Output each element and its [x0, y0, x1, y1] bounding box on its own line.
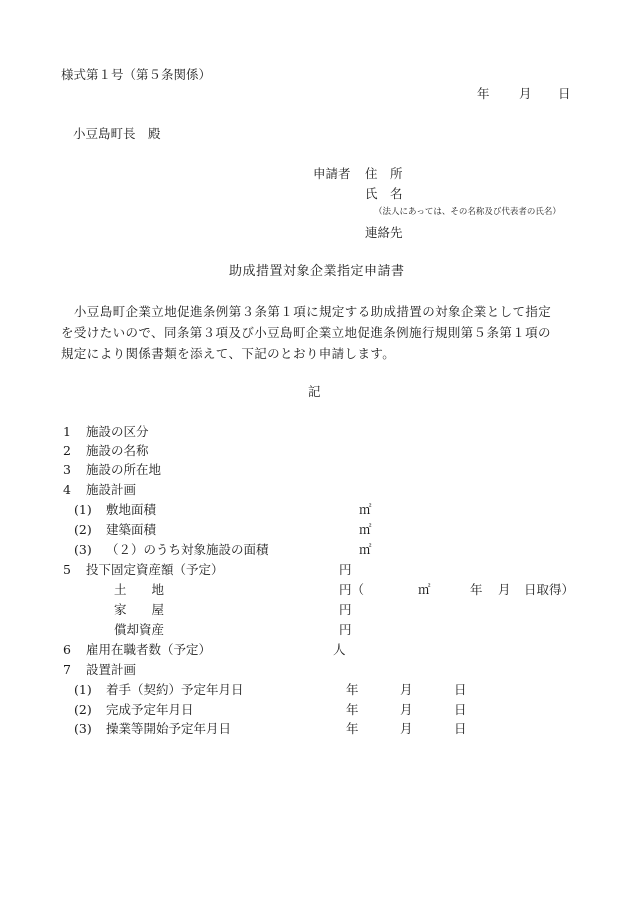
- plan-item-number: (1): [74, 502, 92, 517]
- addressee: 小豆島町長 殿: [73, 126, 161, 141]
- item-number: 6: [63, 642, 71, 657]
- plan-item-unit: ㎡: [359, 522, 372, 537]
- item-label: 施設の所在地: [86, 462, 162, 477]
- schedule-item-label: 操業等開始予定年月日: [106, 721, 232, 736]
- plan-item-label: 敷地面積: [106, 502, 157, 517]
- schedule-day-label: 日: [454, 721, 467, 736]
- body-line: 規定により関係書類を添えて、下記のとおり申請します。: [61, 346, 396, 361]
- land-day-acquired-label: 日取得）: [524, 582, 575, 597]
- schedule-item-number: (3): [74, 721, 92, 736]
- plan-item-label: （２）のうち対象施設の面積: [106, 542, 269, 557]
- land-month-label: 月: [498, 582, 511, 597]
- employees-unit: 人: [333, 642, 346, 657]
- schedule-item-number: (1): [74, 682, 92, 697]
- item-number: 5: [63, 562, 71, 577]
- address-label: 住 所: [365, 166, 403, 181]
- building-unit: 円: [339, 602, 352, 617]
- plan-item-label: 建築面積: [106, 522, 157, 537]
- investment-unit: 円: [339, 562, 352, 577]
- item-number: 7: [63, 662, 71, 677]
- form-number: 様式第１号（第５条関係）: [61, 67, 212, 82]
- schedule-year-label: 年: [346, 682, 359, 697]
- schedule-month-label: 月: [400, 682, 413, 697]
- schedule-day-label: 日: [454, 702, 467, 717]
- schedule-item-number: (2): [74, 702, 92, 717]
- plan-item-number: (3): [74, 542, 92, 557]
- item-number: 1: [63, 424, 71, 439]
- investment-label: 投下固定資産額（予定）: [86, 562, 224, 577]
- schedule-label: 設置計画: [86, 662, 137, 677]
- depreciable-assets-label: 償却資産: [114, 622, 165, 637]
- schedule-day-label: 日: [454, 682, 467, 697]
- date-year-label: 年: [477, 86, 490, 101]
- schedule-year-label: 年: [346, 702, 359, 717]
- item-label: 施設計画: [86, 482, 137, 497]
- schedule-month-label: 月: [400, 702, 413, 717]
- schedule-month-label: 月: [400, 721, 413, 736]
- date-day-label: 日: [558, 86, 571, 101]
- plan-item-unit: ㎡: [359, 502, 372, 517]
- contact-label: 連絡先: [365, 225, 403, 240]
- name-label: 氏 名: [365, 186, 403, 201]
- plan-item-number: (2): [74, 522, 92, 537]
- land-area-unit: ㎡: [418, 582, 431, 597]
- building-label: 家 屋: [114, 602, 165, 617]
- schedule-year-label: 年: [346, 721, 359, 736]
- schedule-item-label: 完成予定年月日: [106, 702, 194, 717]
- date-month-label: 月: [519, 86, 532, 101]
- applicant-label: 申請者: [313, 166, 351, 181]
- ki-heading: 記: [308, 384, 321, 399]
- land-label: 土 地: [114, 582, 165, 597]
- body-line: を受けたいので、同条第３項及び小豆島町企業立地促進条例施行規則第５条第１項の: [61, 325, 551, 340]
- employees-label: 雇用在職者数（予定）: [86, 642, 212, 657]
- item-label: 施設の区分: [86, 424, 149, 439]
- item-label: 施設の名称: [86, 443, 149, 458]
- item-number: 2: [63, 443, 71, 458]
- body-line: 小豆島町企業立地促進条例第３条第１項に規定する助成措置の対象企業として指定: [61, 304, 552, 319]
- schedule-item-label: 着手（契約）予定年月日: [106, 682, 244, 697]
- plan-item-unit: ㎡: [359, 542, 372, 557]
- depreciable-assets-unit: 円: [339, 622, 352, 637]
- land-year-label: 年: [470, 582, 483, 597]
- item-number: 4: [63, 482, 71, 497]
- item-number: 3: [63, 462, 71, 477]
- document-title: 助成措置対象企業指定申請書: [229, 264, 405, 279]
- body-paragraph: [61, 301, 571, 364]
- name-note: （法人にあっては、その名称及び代表者の氏名）: [374, 207, 561, 217]
- land-unit: 円（: [339, 582, 365, 597]
